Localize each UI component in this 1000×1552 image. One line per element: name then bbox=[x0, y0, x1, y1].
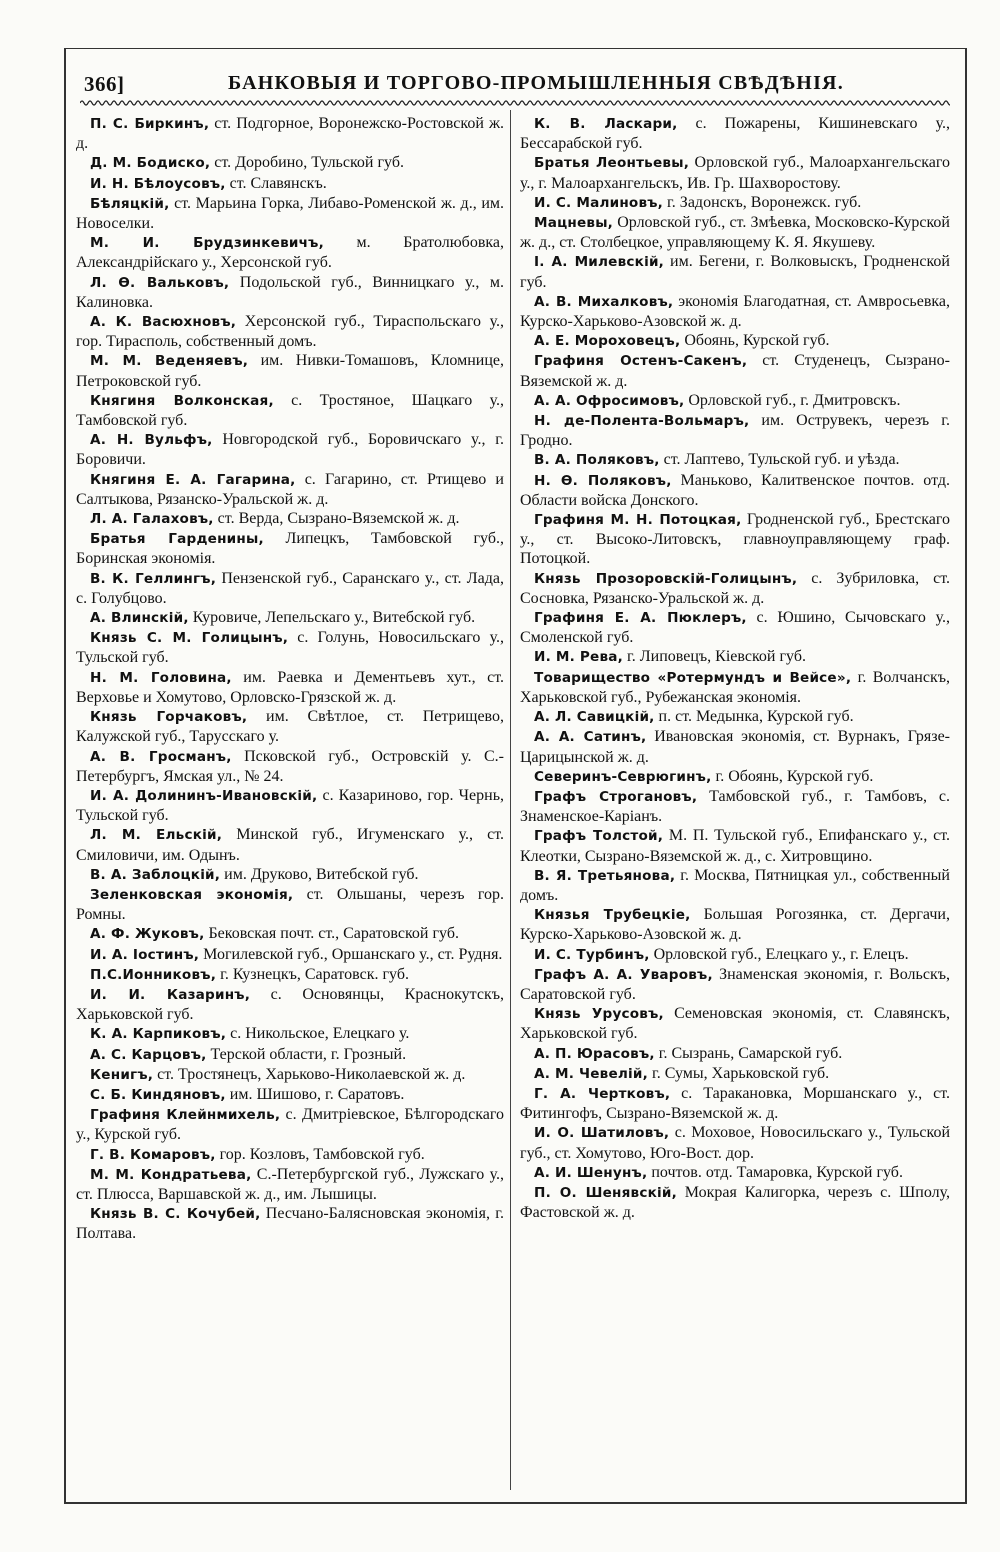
entry-address: ст. Лаптево, Тульской губ. и уѣзда. bbox=[659, 451, 900, 469]
entry-name: М. И. Брудзинкевичъ, bbox=[90, 235, 324, 252]
entry-name: А. С. Карцовъ, bbox=[90, 1046, 207, 1063]
directory-entry bbox=[520, 292, 950, 331]
entry-name: Кенигъ, bbox=[90, 1066, 154, 1083]
entry-address: Новгородской губ., Боровичскаго у., г. Боровичи. bbox=[76, 431, 504, 469]
entry-address: Терской области, г. Грозный. bbox=[206, 1045, 407, 1063]
entry-name: П. С. Биркинъ, bbox=[90, 116, 210, 132]
entry-name: Л. М. Ельскій, bbox=[90, 827, 223, 844]
wavy-header-rule bbox=[80, 98, 950, 108]
entry-name: В. К. Геллингъ, bbox=[90, 570, 217, 587]
directory-entry bbox=[76, 885, 504, 924]
page-title: БАНКОВЫЯ И ТОРГОВО-ПРОМЫШЛЕННЫЯ СВѢДѢНІЯ. bbox=[228, 72, 844, 94]
entry-address: М. П. Тульской губ., Епифанскаго у., ст. Клеотки, Сызрано-Вяземской ж. д., с. Хитровщино. bbox=[520, 827, 950, 865]
entry-name: И. С. Малиновъ, bbox=[534, 194, 664, 211]
entry-name: И. И. Казаринъ, bbox=[90, 986, 251, 1003]
entry-address: ст. Славянскъ. bbox=[225, 174, 327, 192]
entry-name: Г. А. Чертковъ, bbox=[534, 1085, 671, 1102]
entry-name: Графиня Остенъ-Сакенъ, bbox=[534, 353, 748, 370]
entry-address: гор. Козловъ, Тамбовской губ. bbox=[215, 1145, 425, 1163]
entry-name: К. В. Ласкари, bbox=[534, 116, 678, 132]
entry-address: Куровиче, Лепельскаго у., Витебской губ. bbox=[188, 609, 476, 627]
entry-address: Орловской губ., г. Дмитровскъ. bbox=[684, 391, 901, 409]
directory-entry bbox=[76, 1165, 504, 1204]
directory-entry bbox=[76, 924, 504, 944]
entry-address: г. Сумы, Харьковской губ. bbox=[647, 1064, 830, 1082]
entry-address: г. Задонскъ, Воронежск. губ. bbox=[663, 193, 862, 211]
directory-entry bbox=[76, 351, 504, 390]
directory-entry bbox=[76, 1065, 504, 1085]
column-divider bbox=[510, 110, 511, 1490]
directory-entry bbox=[520, 411, 950, 450]
entry-address: почтов. отд. Тамаровка, Курской губ. bbox=[647, 1163, 903, 1181]
entry-name: П. О. Шенявскій, bbox=[534, 1184, 677, 1201]
entry-address: г. Липовецъ, Кіевской губ. bbox=[623, 648, 806, 666]
entry-address: С.-Петербургской губ., Лужскаго у., ст. Плюсса, Варшавской ж. д., им. Лышицы. bbox=[76, 1165, 504, 1203]
entry-name: Братья Гарденины, bbox=[90, 531, 264, 548]
directory-entry bbox=[76, 707, 504, 746]
directory-entry bbox=[520, 1044, 950, 1064]
entry-name: Л. Ѳ. Вальковъ, bbox=[90, 274, 230, 291]
entry-name: Князья Трубецкіе, bbox=[534, 907, 691, 924]
entry-name: Графъ Строгановъ, bbox=[534, 788, 698, 805]
entry-address: Орловской губ., Елецкаго у., г. Елецъ. bbox=[649, 945, 909, 963]
directory-entry bbox=[520, 510, 950, 569]
entry-name: А. Н. Вульфъ, bbox=[90, 432, 213, 449]
entry-name: Графиня Клейнмихель, bbox=[90, 1107, 281, 1124]
entry-address: Знаменская экономія, г. Вольскъ, Саратовской губ. bbox=[520, 965, 950, 1003]
entry-name: Товарищество «Ротермундъ и Вейсе», bbox=[534, 669, 852, 686]
entry-name: Г. В. Комаровъ, bbox=[90, 1146, 216, 1163]
entry-name: І. А. Милевскій, bbox=[534, 254, 665, 271]
entry-address: с. Таракановка, Моршанскаго у., ст. Фитингофъ, Сызрано-Вяземской ж. д. bbox=[520, 1084, 951, 1123]
directory-entry bbox=[76, 1024, 504, 1044]
entry-address: Орловской губ., Малоархангельскаго у., г. Малоархангельскъ, Ив. Гр. Шахворостову. bbox=[520, 154, 950, 192]
entry-name: Князь Горчаковъ, bbox=[90, 709, 248, 726]
page-number: 366] bbox=[84, 72, 125, 96]
directory-entry bbox=[520, 727, 950, 766]
entry-name: Н. де-Полента-Вольмаръ, bbox=[534, 413, 750, 430]
directory-entry bbox=[520, 1123, 950, 1162]
entry-address: Гродненской губ., Брестскаго у., ст. Высоко-Литовскъ, главноуправляющему граф. Потоцкой. bbox=[520, 511, 951, 568]
entry-name: Князь Урусовъ, bbox=[534, 1006, 664, 1023]
entry-address: Песчано-Балясновская экономія, г. Полтава. bbox=[76, 1205, 505, 1243]
directory-entry bbox=[76, 114, 504, 153]
frame-top-rule bbox=[66, 48, 966, 49]
directory-entry bbox=[76, 391, 504, 430]
entry-address: Псковской губ., Островскій у. С.-Петербургъ, Ямская ул., № 24. bbox=[76, 747, 504, 785]
directory-entry bbox=[520, 1163, 950, 1183]
entry-name: Князь С. М. Голицынъ, bbox=[90, 630, 289, 647]
right-column bbox=[520, 114, 950, 1222]
directory-entry bbox=[76, 569, 504, 608]
entry-address: Могилевской губ., Оршанскаго у., ст. Рудня. bbox=[199, 945, 503, 963]
directory-entry bbox=[76, 747, 504, 786]
entry-address: ст. Подгорное, Воронежско-Ростовской ж. д. bbox=[76, 115, 504, 153]
entry-name: Мацневы, bbox=[534, 215, 614, 232]
directory-entry bbox=[76, 430, 504, 469]
entry-address: с. Никольское, Елецкаго у. bbox=[226, 1025, 410, 1043]
entry-address: с. Тростяное, Шацкаго у., Тамбовской губ. bbox=[76, 391, 504, 430]
entry-address: ст. Марьина Горка, Либаво-Роменской ж. д., им. Новоселки. bbox=[76, 194, 504, 233]
entry-address: г. Сызрань, Самарской губ. bbox=[654, 1044, 843, 1062]
entry-name: Княгиня Е. А. Гагарина, bbox=[90, 471, 296, 488]
entry-name: Графъ А. А. Уваровъ, bbox=[534, 966, 713, 983]
entry-address: п. ст. Медынка, Курской губ. bbox=[654, 708, 854, 726]
directory-entry bbox=[520, 1004, 950, 1043]
entry-name: И. А. Долининъ-Ивановскій, bbox=[90, 787, 318, 804]
entry-name: А. Влинскій, bbox=[90, 610, 189, 627]
entry-name: А. Ф. Жуковъ, bbox=[90, 926, 205, 943]
directory-entry bbox=[520, 114, 950, 153]
entry-address: им. Свѣтлое, ст. Петрищево, Калужской губ., Тарусскаго у. bbox=[76, 708, 504, 746]
entry-address: экономія Благодатная, ст. Амвросьевка, Курско-Харьково-Азовской ж. д. bbox=[520, 292, 951, 331]
entry-address: им. Нивки-Томашовъ, Кломнице, Петроковской губ. bbox=[76, 352, 504, 390]
directory-entry bbox=[520, 608, 950, 647]
directory-entry bbox=[520, 252, 950, 291]
directory-entry bbox=[520, 905, 950, 944]
entry-name: Н. Ѳ. Поляковъ, bbox=[534, 472, 672, 489]
directory-entry bbox=[520, 647, 950, 667]
entry-address: с. Основянцы, Краснокутскъ, Харьковской губ. bbox=[76, 985, 505, 1024]
entry-name: П.С.Ионниковъ, bbox=[90, 966, 217, 983]
directory-entry bbox=[520, 331, 950, 351]
entry-name: В. А. Поляковъ, bbox=[534, 452, 660, 469]
directory-entry bbox=[520, 391, 950, 411]
entry-name: Л. А. Галаховъ, bbox=[90, 511, 214, 528]
entry-address: с. Голунь, Новосильскаго у., Тульской губ. bbox=[76, 629, 504, 667]
directory-entry bbox=[520, 193, 950, 213]
entry-name: С. Б. Киндяновъ, bbox=[90, 1086, 226, 1103]
entry-name: И. Н. Бѣлоусовъ, bbox=[90, 175, 226, 192]
entry-name: Графиня М. Н. Потоцкая, bbox=[534, 512, 742, 529]
entry-address: г. Кузнецкъ, Саратовск. губ. bbox=[216, 965, 409, 983]
entry-address: с. Юшино, Сычовскаго у., Смоленской губ. bbox=[520, 609, 950, 647]
entry-address: Тамбовской губ., г. Тамбовъ, с. Знаменское-Каріанъ. bbox=[520, 787, 950, 826]
entry-address: Орловской губ., ст. Змѣевка, Московско-Курской ж. д., ст. Столбецкое, управляющему К. Я. Якушеву. bbox=[520, 214, 950, 252]
entry-address: Ивановская экономія, ст. Вурнакъ, Грязе-Царицынской ж. д. bbox=[520, 728, 950, 766]
directory-entry bbox=[76, 985, 504, 1024]
directory-entry bbox=[76, 1045, 504, 1065]
entry-address: им. Шишово, г. Саратовъ. bbox=[225, 1085, 405, 1103]
entry-name: А. К. Васюхновъ, bbox=[90, 314, 237, 331]
directory-entry bbox=[76, 1085, 504, 1105]
directory-entry bbox=[520, 569, 950, 608]
entry-address: Большая Рогозянка, ст. Дергачи, Курско-Харьково-Азовской ж. д. bbox=[520, 906, 950, 944]
entry-address: ст. Ольшаны, черезъ гор. Ромны. bbox=[76, 885, 504, 924]
entry-name: А. Е. Мороховецъ, bbox=[534, 333, 681, 350]
directory-entry bbox=[520, 787, 950, 826]
entry-address: им. Бегени, г. Волковыскъ, Гродненской губ. bbox=[520, 253, 950, 291]
directory-entry bbox=[520, 767, 950, 787]
directory-entry bbox=[76, 965, 504, 985]
entry-name: А. П. Юрасовъ, bbox=[534, 1045, 655, 1062]
entry-address: Обоянь, Курской губ. bbox=[680, 332, 830, 350]
entry-address: Мокрая Калигорка, черезъ с. Шполу, Фастовской ж. д. bbox=[520, 1183, 950, 1222]
entry-name: И. А. Іостинъ, bbox=[90, 946, 200, 963]
entry-name: Графиня Е. А. Пюклеръ, bbox=[534, 610, 747, 627]
entry-address: Бековская почт. ст., Саратовской губ. bbox=[204, 925, 459, 943]
entry-address: им. Острувекъ, черезъ г. Гродно. bbox=[520, 412, 951, 450]
entry-name: Братья Леонтьевы, bbox=[534, 155, 690, 172]
directory-entry bbox=[76, 194, 504, 233]
directory-entry bbox=[76, 865, 504, 885]
directory-entry bbox=[76, 273, 504, 312]
entry-name: Князь Прозоровскій-Голицынъ, bbox=[534, 570, 798, 587]
entry-name: Княгиня Волконская, bbox=[90, 392, 274, 409]
entry-address: ст. Верда, Сызрано-Вяземской ж. д. bbox=[213, 510, 460, 528]
directory-entry bbox=[520, 1183, 950, 1222]
directory-entry bbox=[520, 213, 950, 252]
directory-entry bbox=[76, 312, 504, 351]
directory-entry bbox=[76, 509, 504, 529]
entry-name: И. О. Шатиловъ, bbox=[534, 1125, 670, 1142]
entry-name: И. М. Рева, bbox=[534, 649, 624, 666]
directory-entry bbox=[76, 668, 504, 707]
directory-entry bbox=[76, 1105, 504, 1144]
frame-right-rule bbox=[965, 48, 967, 1503]
entry-address: с. Гагарино, ст. Ртищево и Салтыкова, Рязанско-Уральской ж. д. bbox=[76, 470, 504, 508]
directory-entry bbox=[520, 1064, 950, 1084]
directory-entry bbox=[76, 1204, 504, 1243]
entry-name: М. М. Веденяевъ, bbox=[90, 353, 249, 370]
frame-bottom-rule bbox=[64, 1502, 967, 1504]
directory-entry bbox=[76, 233, 504, 272]
entry-name: А. М. Чевелій, bbox=[534, 1065, 648, 1082]
entry-address: г. Обоянь, Курской губ. bbox=[711, 767, 874, 785]
entry-address: Семеновская экономія, ст. Славянскъ, Харьковской губ. bbox=[520, 1005, 950, 1043]
entry-name: А. И. Шенунъ, bbox=[534, 1164, 648, 1181]
entry-address: ст. Студенецъ, Сызрано-Вяземской ж. д. bbox=[520, 352, 950, 390]
entry-address: г. Москва, Пятницкая ул., собственный домъ. bbox=[520, 866, 950, 904]
entry-name: Д. М. Бодиско, bbox=[90, 155, 211, 172]
directory-entry bbox=[520, 668, 950, 707]
directory-entry bbox=[520, 450, 950, 470]
entry-address: м. Братолюбовка, Александрійскаго у., Херсонской губ. bbox=[76, 234, 504, 272]
entry-name: Графъ Толстой, bbox=[534, 828, 664, 845]
entry-address: ст. Доробино, Тульской губ. bbox=[210, 154, 404, 172]
entry-address: им. Друково, Витебской губ. bbox=[220, 865, 419, 883]
directory-entry bbox=[520, 866, 950, 905]
directory-entry bbox=[520, 471, 950, 510]
entry-name: Северинъ-Севрюгинъ, bbox=[534, 768, 712, 785]
entry-address: г. Волчанскъ, Харьковской губ., Рубежанская экономія. bbox=[520, 668, 951, 706]
directory-entry bbox=[76, 786, 504, 825]
entry-name: А. В. Гросманъ, bbox=[90, 748, 232, 765]
entry-address: Пензенской губ., Саранскаго у., ст. Лада, с. Голубцово. bbox=[76, 569, 504, 607]
entry-address: ст. Тростянецъ, Харьково-Николаевской ж. д. bbox=[153, 1065, 466, 1083]
entry-name: А. А. Офросимовъ, bbox=[534, 392, 685, 409]
entry-name: Н. М. Головина, bbox=[90, 669, 232, 686]
entry-name: Зеленковская экономія, bbox=[90, 886, 294, 903]
directory-entry bbox=[520, 965, 950, 1004]
left-column bbox=[76, 114, 504, 1244]
directory-entry bbox=[520, 351, 950, 390]
directory-entry bbox=[76, 825, 504, 864]
entry-address: с. Зубриловка, ст. Сосновка, Рязанско-Уральской ж. д. bbox=[520, 569, 951, 607]
entry-address: с. Казариново, гор. Чернь, Тульской губ. bbox=[76, 786, 504, 825]
entry-name: В. А. Заблоцкій, bbox=[90, 866, 221, 883]
directory-entry bbox=[76, 608, 504, 628]
directory-entry bbox=[76, 945, 504, 965]
directory-entry bbox=[520, 1084, 950, 1123]
entry-name: А. А. Сатинъ, bbox=[534, 729, 647, 746]
entry-name: К. А. Карпиковъ, bbox=[90, 1026, 227, 1043]
entry-address: Херсонской губ., Тираспольскаго у., гор. Тирасполь, собственный домъ. bbox=[76, 313, 504, 351]
directory-entry bbox=[76, 529, 504, 568]
directory-entry bbox=[76, 1145, 504, 1165]
entry-name: А. Л. Савицкій, bbox=[534, 709, 655, 726]
directory-entry bbox=[520, 707, 950, 727]
entry-name: А. В. Михалковъ, bbox=[534, 293, 674, 310]
entry-address: Липецкъ, Тамбовской губ., Боринская экономія. bbox=[76, 530, 504, 568]
entry-address: им. Раевка и Дементьевъ хут., ст. Верховье и Хомутово, Орловско-Грязской ж. д. bbox=[76, 668, 504, 706]
entry-address: с. Пожарены, Кишиневскаго у., Бессарабской губ. bbox=[520, 115, 950, 153]
entry-name: М. М. Кондратьева, bbox=[90, 1166, 252, 1183]
entry-address: Маньково, Калитвенское почтов. отд. Области войска Донского. bbox=[520, 471, 950, 509]
directory-entry bbox=[76, 174, 504, 194]
entry-name: И. С. Турбинъ, bbox=[534, 946, 650, 963]
directory-entry bbox=[520, 153, 950, 192]
directory-entry bbox=[520, 826, 950, 865]
entry-address: Подольской губ., Винницкаго у., м. Калиновка. bbox=[76, 273, 504, 311]
frame-left-rule bbox=[64, 48, 66, 1503]
entry-name: Бѣляцкій, bbox=[90, 195, 170, 212]
entry-address: Минской губ., Игуменскаго у., ст. Смиловичи, им. Одынъ. bbox=[76, 826, 504, 864]
directory-entry bbox=[520, 945, 950, 965]
entry-name: Князь В. С. Кочубей, bbox=[90, 1206, 261, 1223]
directory-entry bbox=[76, 470, 504, 509]
entry-address: с. Дмитріевское, Бѣлгородскаго у., Курской губ. bbox=[76, 1106, 504, 1144]
directory-entry bbox=[76, 628, 504, 667]
directory-entry bbox=[76, 153, 504, 173]
entry-name: В. Я. Третьянова, bbox=[534, 867, 676, 884]
entry-address: с. Моховое, Новосильскаго у., Тульской губ., ст. Хомутово, Юго-Вост. дор. bbox=[520, 1124, 951, 1162]
